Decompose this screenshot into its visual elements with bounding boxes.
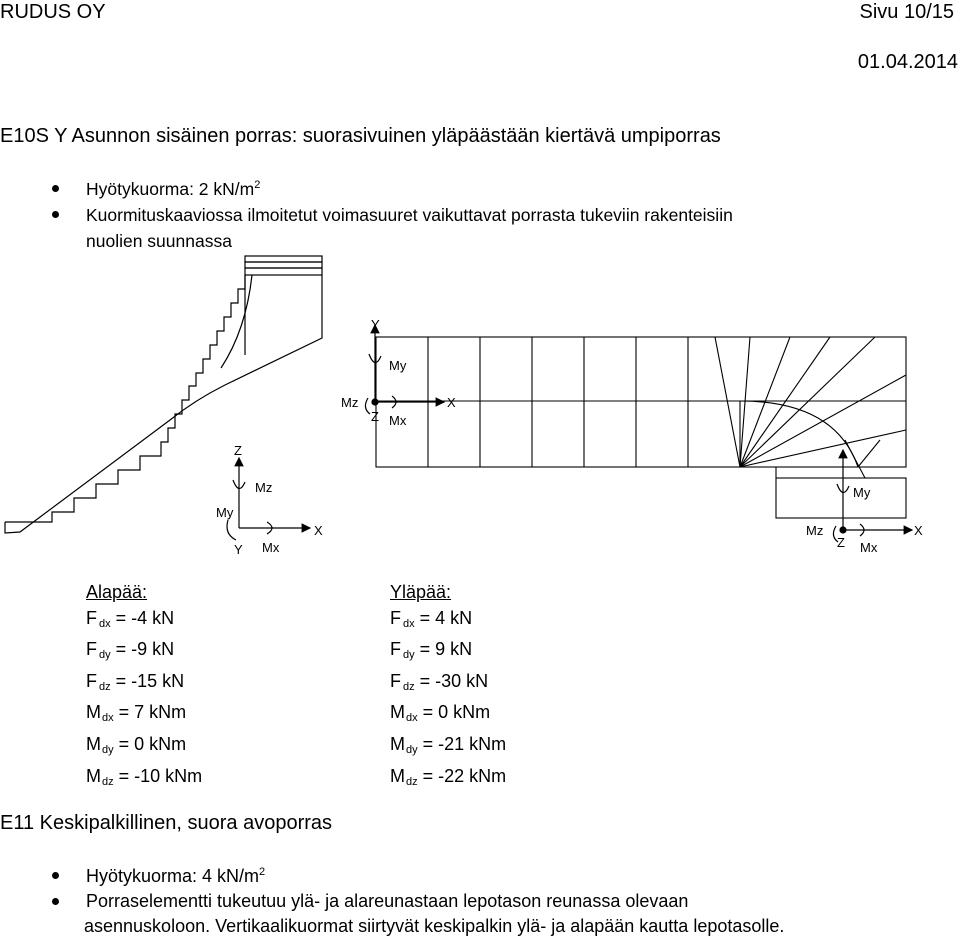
- plan-landing: [776, 478, 906, 518]
- bullet-support: Porraselementti tukeutuu ylä- ja alareunastaan lepotason reunassa olevaan asennuskoloon. Vertikaalikuormat siirtyvät keskipalkin ylä- ja alapään kautta lepotasolle.: [84, 891, 785, 936]
- bullet-load-direction: Kuormituskaaviossa ilmoitetut voimasuuret vaikuttavat porrasta tukeviin rakenteisiin nuolien suunnassa: [86, 205, 733, 251]
- landing-slab-bottom: [245, 262, 322, 268]
- forces-upper-heading: Yläpää:: [390, 582, 452, 602]
- force-row: F $_{dx}$ = -4 kN: [86, 607, 175, 630]
- section-title-e10s: E10S Y Asunnon sisäinen porras: suorasivuinen yläpäästään kiertävä umpiporras: [0, 125, 721, 147]
- label-my: My: [389, 358, 407, 373]
- origin-dot: [840, 527, 846, 533]
- stair-side-view: [5, 256, 322, 533]
- side-axes: [227, 458, 310, 540]
- force-row: F $_{dy}$ = -9 kN: [86, 639, 175, 662]
- side-axis-labels: [216, 443, 323, 557]
- label-x: X: [914, 523, 923, 538]
- bullet-dot: [52, 898, 59, 905]
- force-row: F $_{dy}$ = 9 kN: [390, 639, 473, 662]
- label-z: Z: [837, 535, 845, 550]
- label-mz: Mz: [341, 395, 359, 410]
- bullet-dot: [52, 872, 59, 879]
- bullet-dot: [52, 211, 59, 218]
- company-name: RUDUS OY: [0, 1, 106, 23]
- moment-row: $M_{dz} = -22$ kNm: [390, 765, 507, 788]
- moment-row: $M_{dx} = 0$ kNm: [390, 702, 491, 725]
- label-x: X: [314, 523, 323, 538]
- moment-row: $M_{dy} = 0$ kNm: [86, 733, 187, 756]
- mz-moment-arc: [365, 398, 370, 414]
- stair-diagrams: [0, 250, 960, 560]
- my-moment-arc: [227, 520, 236, 540]
- label-mx: Mx: [860, 540, 878, 555]
- label-mx: Mx: [262, 540, 280, 555]
- date: 01.04.2014: [857, 51, 958, 73]
- moment-row: $M_{dx} = 7$ kNm: [86, 702, 187, 725]
- forces-lower: [86, 580, 202, 795]
- label-mz: Mz: [255, 480, 273, 495]
- force-row: F $_{dz}$ = -15 kN: [86, 670, 185, 693]
- page-number: Sivu 10/15: [859, 1, 954, 23]
- bullet-dot: [52, 185, 59, 192]
- plan-axes-right: [833, 450, 912, 542]
- label-my: My: [216, 505, 234, 520]
- landing-slab-base: [245, 268, 322, 275]
- force-row: F $_{dz}$ = -30 kN: [390, 670, 489, 693]
- label-mz: Mz: [806, 523, 824, 538]
- plan-diagonal: [845, 440, 865, 478]
- stair-plan-view: [376, 337, 906, 518]
- forces-lower-heading: Alapää:: [86, 582, 148, 602]
- landing-slab-top: [245, 256, 322, 262]
- moment-row: $M_{dz} = -10$ kNm: [86, 765, 203, 788]
- forces-upper: [390, 580, 506, 795]
- plan-axis-labels-left: [341, 317, 456, 428]
- bullet-live-load: Hyötykuorma: 2 $kN/m^2$: [86, 179, 261, 199]
- label-x: X: [447, 395, 456, 410]
- section-title-e11: E11 Keskipalkillinen, suora avoporras: [0, 812, 333, 834]
- origin-dot: [372, 399, 378, 405]
- label-mx: Mx: [389, 413, 407, 428]
- string-curve: [221, 275, 252, 368]
- force-row: F $_{dx}$ = 4 kN: [390, 607, 473, 630]
- label-my: My: [853, 485, 871, 500]
- bullet-live-load-2: Hyötykuorma: 4 $kN/m^2$: [86, 866, 266, 886]
- label-z: Z: [371, 409, 379, 424]
- stair-underside: [5, 275, 322, 533]
- stair-treads: [5, 275, 245, 522]
- label-z: Z: [234, 443, 242, 458]
- label-y: Y: [371, 317, 380, 332]
- moment-row: $M_{dy} = -21$ kNm: [390, 733, 507, 756]
- label-y: Y: [234, 542, 243, 557]
